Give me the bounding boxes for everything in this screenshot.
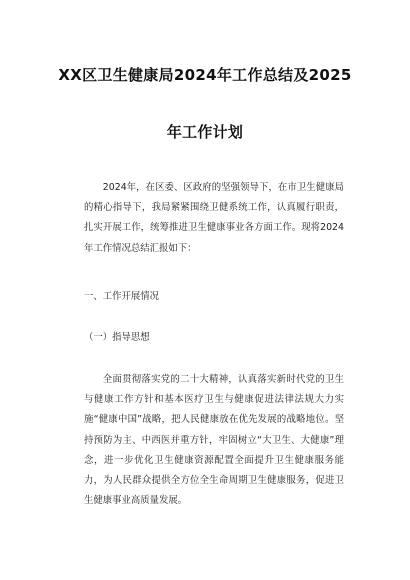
document-title-line-2: 年工作计划 [166, 123, 244, 141]
section-heading-work-progress: 一、工作开展情况 [84, 291, 160, 302]
document-title-line-1: XX区卫生健康局2024年工作总结及2025 [58, 66, 352, 84]
subsection-heading-guiding-ideology: （一）指导思想 [84, 332, 150, 343]
guiding-ideology-paragraph: 全面贯彻落实党的二十大精神，认真落实新时代党的卫生与健康工作方针和基本医疗卫生与健康促进法律法规大力实施“健康中国”战略，把人民健康放在优先发展的战略地位。坚持预防为主、中西医并重方针，牢固树立“大卫生、大健康”理念，进一步优化卫生健康资源配置全面提升卫生健康服务能力，为人民群众提供全方位全生命周期卫生健康服务，促进卫生健康事业高质量发展。 [84, 374, 344, 507]
intro-paragraph: 2024年，在区委、区政府的坚强领导下，在市卫生健康局的精心指导下，我局紧紧围绕卫健系统工作，认真履行职责，扎实开展工作，统筹推进卫生健康事业各方面工作。现将2024年工作情况总结汇报如下： [84, 182, 344, 254]
